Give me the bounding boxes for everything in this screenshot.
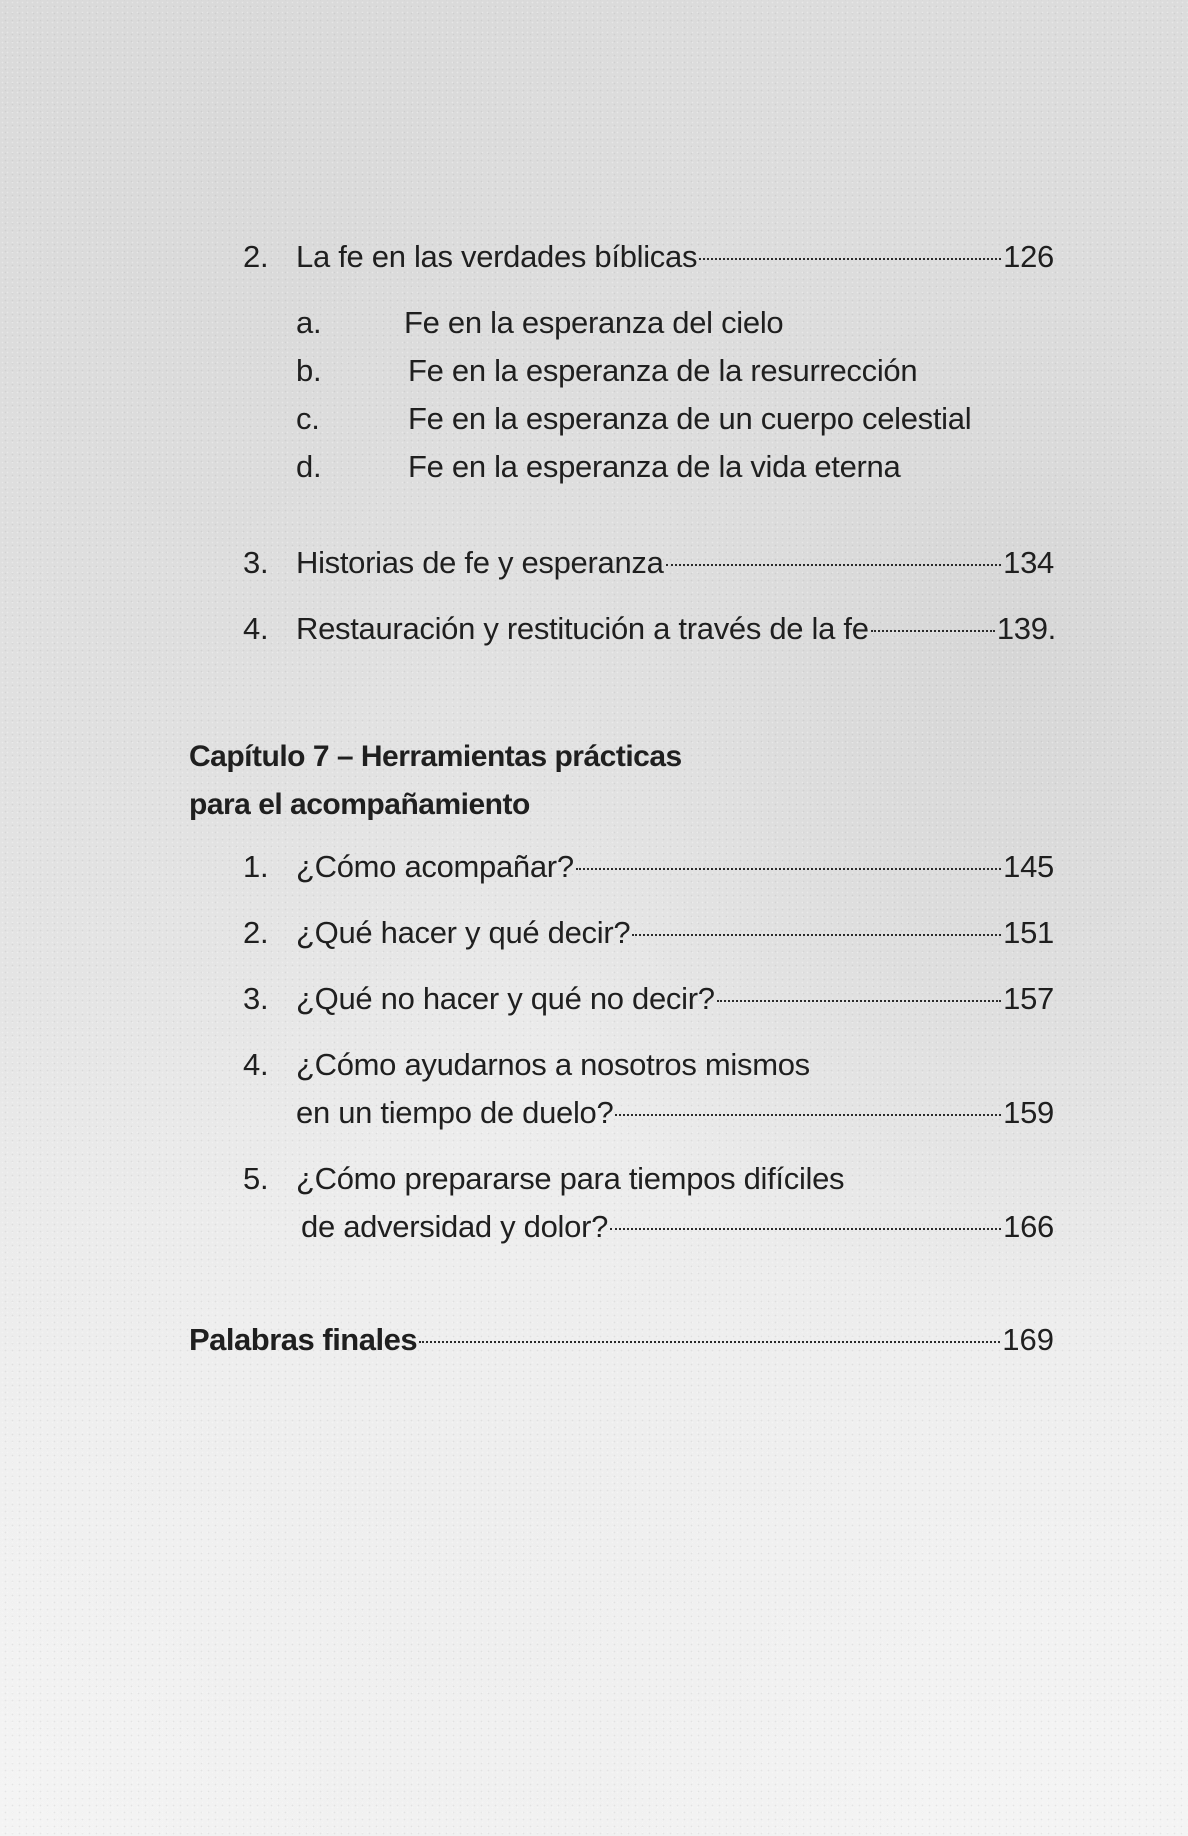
subitem-text: Fe en la esperanza de un cuerpo celestial xyxy=(408,401,972,436)
entry-title-line2: en un tiempo de duelo? xyxy=(296,1095,614,1130)
entry-number: 2. xyxy=(243,915,269,950)
page-number: 151 xyxy=(1003,915,1054,950)
chapter-heading-line2: para el acompañamiento xyxy=(189,788,530,821)
dot-leader xyxy=(615,1114,1001,1116)
subitem-letter: a. xyxy=(296,305,322,340)
entry-number: 4. xyxy=(243,611,269,646)
entry-title: ¿Qué no hacer y qué no decir? xyxy=(296,981,715,1016)
page-number: 157 xyxy=(1003,981,1054,1016)
entry-title: Restauración y restitución a través de la fe xyxy=(296,611,869,646)
entry-title: Palabras finales xyxy=(189,1322,418,1357)
dot-leader xyxy=(699,258,1001,260)
entry-number: 2. xyxy=(243,239,269,274)
dot-leader xyxy=(610,1228,1001,1230)
page-number: 145 xyxy=(1003,849,1054,884)
toc-entry-final[interactable] xyxy=(189,1321,1054,1359)
entry-title: Historias de fe y esperanza xyxy=(296,545,664,580)
entry-number: 5. xyxy=(243,1161,269,1196)
entry-number: 1. xyxy=(243,849,269,884)
subitem-letter: b. xyxy=(296,353,322,388)
chapter-heading-line1[interactable]: Capítulo 7 – Herramientas prácticas xyxy=(189,740,682,773)
entry-title-line1: ¿Cómo prepararse para tiempos difíciles xyxy=(296,1161,845,1196)
subitem-text: Fe en la esperanza de la resurrección xyxy=(408,353,918,388)
subitem-letter: c. xyxy=(296,401,320,436)
entry-title: La fe en las verdades bíblicas xyxy=(296,239,698,274)
entry-title-line1: ¿Cómo ayudarnos a nosotros mismos xyxy=(296,1047,810,1082)
subitem-text: Fe en la esperanza de la vida eterna xyxy=(408,449,901,484)
entry-title: ¿Qué hacer y qué decir? xyxy=(296,915,631,950)
page-number: 126 xyxy=(1003,239,1054,274)
dot-leader xyxy=(871,630,995,632)
entry-title: ¿Cómo acompañar? xyxy=(296,849,574,884)
page-number: 159 xyxy=(1003,1095,1054,1130)
entry-number: 3. xyxy=(243,981,269,1016)
dot-leader xyxy=(666,564,1002,566)
dot-leader xyxy=(717,1000,1002,1002)
page-number: 166 xyxy=(1003,1209,1054,1244)
entry-title-line2: de adversidad y dolor? xyxy=(301,1209,609,1244)
entry-number: 4. xyxy=(243,1047,269,1082)
subitem-text: Fe en la esperanza del cielo xyxy=(404,305,784,340)
page-number: 169 xyxy=(1002,1322,1054,1357)
entry-number: 3. xyxy=(243,545,269,580)
dot-leader xyxy=(576,868,1001,870)
dot-leader xyxy=(632,934,1001,936)
dot-leader xyxy=(419,1341,1000,1343)
page-number: 134 xyxy=(1003,545,1054,580)
page-number: 139. xyxy=(996,611,1056,646)
subitem-letter: d. xyxy=(296,449,322,484)
